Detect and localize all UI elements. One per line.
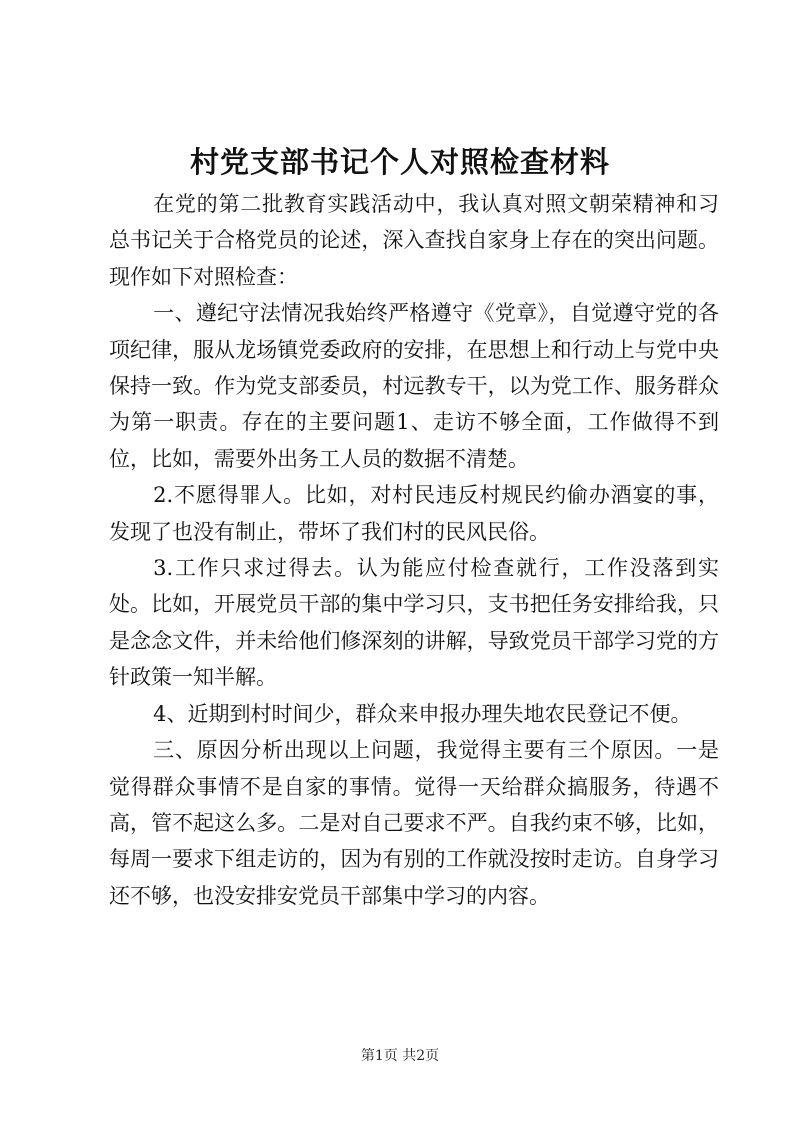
paragraph-cause-analysis: 三、原因分析出现以上问题，我觉得主要有三个原因。一是觉得群众事情不是自家的事情。觉得一天给群众搞服务，待遇不高，管不起这么多。二是对自己要求不严。自我约束不够，比如，每周一要求下组走访的，因为有别的工作就没按时走访。自身学习还不够，也没安排安党员干部集中学习的内容。 [109, 738, 719, 908]
paragraph-problem-3: 3.工作只求过得去。认为能应付检查就行，工作没落到实处。比如，开展党员干部的集中学习只，支书把任务安排给我，只是念念文件，并未给他们修深刻的讲解，导致党员干部学习党的方针政策一知半解。 [109, 556, 719, 690]
page-number-footer: 第1页 共2页 [360, 1048, 440, 1064]
paragraph-problem-4: 4、近期到村时间少，群众来申报办理失地农民登记不便。 [153, 701, 692, 726]
paragraph-discipline: 一、遵纪守法情况我始终严格遵守《党章》，自觉遵守党的各项纪律，服从龙场镇党委政府的安排，在思想上和行动上与党中央保持一致。作为党支部委员，村远教专干，以为党工作、服务群众为第一职责。存在的主要问题1、走访不够全面，工作做得不到位，比如，需要外出务工人员的数据不清楚。 [109, 301, 719, 471]
paragraph-intro: 在党的第二批教育实践活动中，我认真对照文朝荣精神和习总书记关于合格党员的论述，深入查找自家身上存在的突出问题。现作如下对照检查： [109, 192, 719, 289]
paragraph-problem-2: 2.不愿得罪人。比如，对村民违反村规民约偷办酒宴的事，发现了也没有制止，带坏了我们村的民风民俗。 [109, 483, 719, 544]
document-title: 村党支部书记个人对照检查材料 [189, 145, 610, 179]
document-body [109, 186, 719, 914]
